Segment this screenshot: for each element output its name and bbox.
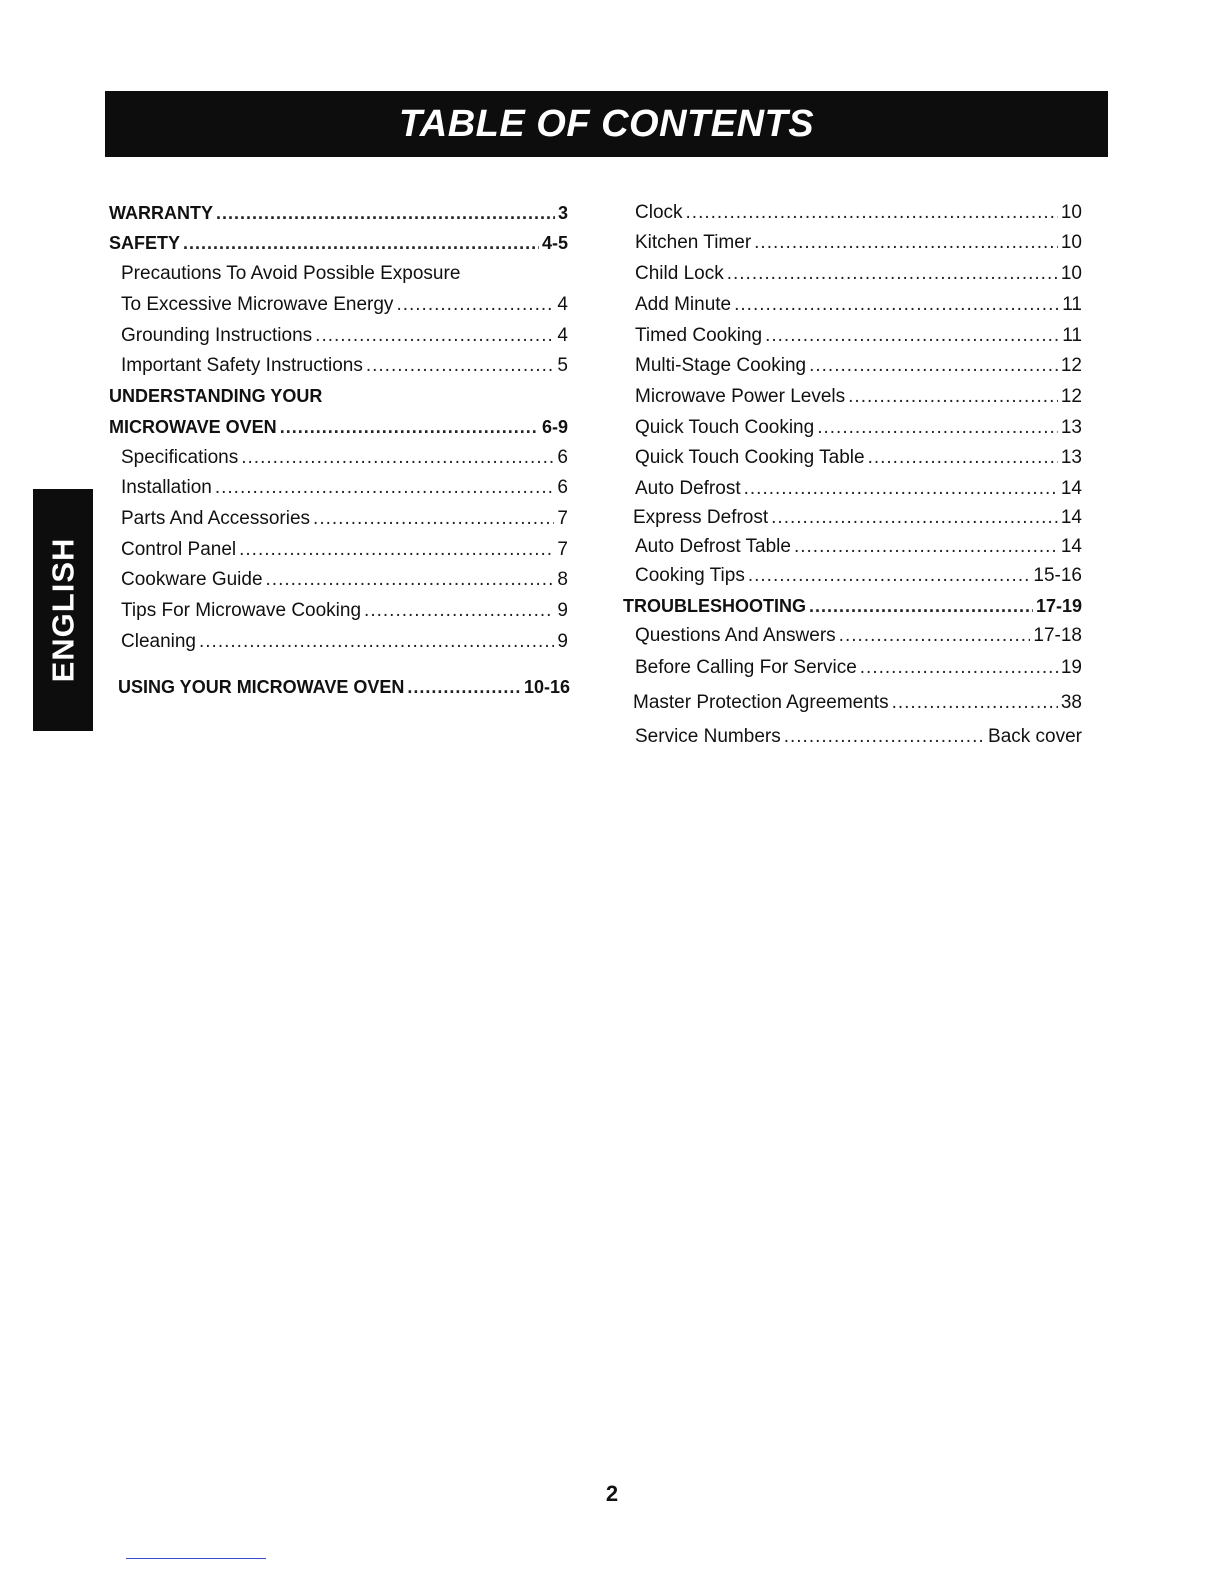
toc-entry-label: TROUBLESHOOTING — [623, 596, 806, 616]
toc-entry-label: Kitchen Timer — [635, 232, 752, 253]
dot-leader — [868, 446, 1058, 470]
dot-leader — [199, 630, 554, 654]
toc-entry-safety[interactable] — [109, 231, 568, 255]
toc-entry-label: Cleaning — [121, 631, 196, 652]
toc-entry-page: 10 — [1060, 263, 1082, 284]
dot-leader — [817, 416, 1058, 440]
toc-entry-page: 6 — [557, 447, 568, 468]
toc-entry-timed-cooking[interactable] — [635, 324, 1082, 348]
page-number: 2 — [605, 1481, 619, 1506]
toc-entry-grounding[interactable] — [121, 324, 568, 348]
dot-leader — [315, 324, 554, 348]
toc-entry-label: Express Defrost — [633, 507, 769, 528]
toc-entry-using[interactable] — [118, 675, 570, 699]
dot-leader — [266, 568, 555, 592]
dot-leader — [809, 594, 1033, 618]
toc-entry-add-minute[interactable] — [635, 293, 1082, 317]
title-banner — [105, 91, 1108, 157]
toc-entry-label: Multi-Stage Cooking — [635, 355, 807, 376]
toc-entry-page: 10 — [1060, 202, 1082, 223]
toc-entry-child-lock[interactable] — [635, 262, 1082, 286]
toc-entry-cookware[interactable] — [121, 568, 568, 592]
toc-entry-parts[interactable] — [121, 507, 568, 531]
toc-entry-specifications[interactable] — [121, 446, 568, 470]
toc-entry-service-numbers[interactable] — [635, 725, 1082, 749]
toc-entry-page: 9 — [557, 631, 568, 652]
toc-entry-page: Back cover — [988, 726, 1082, 747]
toc-entry-page: 4-5 — [541, 233, 568, 253]
toc-entry-label: Tips For Microwave Cooking — [121, 600, 362, 621]
toc-entry-auto-defrost[interactable] — [635, 477, 1082, 501]
toc-entry-warranty[interactable] — [109, 201, 568, 225]
dot-leader — [765, 324, 1059, 348]
toc-entry-page: 13 — [1060, 417, 1082, 438]
toc-entry-troubleshooting[interactable] — [623, 594, 1082, 618]
toc-entry-label: Cookware Guide — [121, 569, 263, 590]
page-title: TABLE OF CONTENTS — [398, 102, 815, 145]
toc-entry-control-panel[interactable] — [121, 538, 568, 562]
dot-leader — [183, 231, 539, 255]
toc-entry-page: 15-16 — [1033, 565, 1082, 586]
toc-entry-page: 8 — [557, 569, 568, 590]
toc-entry-label: Questions And Answers — [635, 625, 836, 646]
dot-leader — [407, 675, 521, 699]
toc-entry-power-levels[interactable] — [635, 385, 1082, 409]
toc-entry-label: Clock — [635, 202, 683, 223]
toc-entry-page: 14 — [1060, 507, 1082, 528]
toc-entry-page: 12 — [1060, 386, 1082, 407]
toc-entry-page: 10 — [1060, 232, 1082, 253]
toc-entry-page: 9 — [557, 600, 568, 621]
toc-entry-installation[interactable] — [121, 476, 568, 500]
dot-leader — [239, 538, 554, 562]
dot-leader — [860, 656, 1058, 680]
toc-entry-understanding-line1[interactable] — [109, 384, 568, 408]
dot-leader — [809, 354, 1058, 378]
toc-entry-page: 17-18 — [1033, 625, 1082, 646]
dot-leader — [748, 564, 1031, 588]
dot-leader — [366, 354, 555, 378]
toc-entry-label: MICROWAVE OVEN — [109, 417, 277, 437]
dot-leader — [727, 262, 1058, 286]
dot-leader — [241, 446, 554, 470]
dot-leader — [215, 476, 555, 500]
toc-entry-label: Precautions To Avoid Possible Exposure — [121, 263, 461, 284]
toc-entry-label: Auto Defrost Table — [635, 536, 791, 557]
toc-entry-page: 7 — [557, 539, 568, 560]
toc-entry-page: 6 — [557, 477, 568, 498]
toc-entry-quick-touch[interactable] — [635, 416, 1082, 440]
toc-entry-label: WARRANTY — [109, 203, 213, 223]
dot-leader — [784, 725, 985, 749]
toc-entry-label: Parts And Accessories — [121, 508, 311, 529]
toc-entry-label: Important Safety Instructions — [121, 355, 363, 376]
toc-entry-page: 4 — [557, 294, 568, 315]
toc-entry-label: SAFETY — [109, 233, 181, 253]
toc-entry-page: 14 — [1060, 536, 1082, 557]
dot-leader — [686, 201, 1058, 225]
toc-entry-page: 3 — [557, 203, 568, 223]
dot-leader — [280, 415, 539, 439]
dot-leader — [396, 293, 554, 317]
toc-entry-kitchen-timer[interactable] — [635, 231, 1082, 255]
toc-entry-label: Timed Cooking — [635, 325, 763, 346]
toc-entry-label: To Excessive Microwave Energy — [121, 294, 394, 315]
toc-entry-label: Control Panel — [121, 539, 237, 560]
dot-leader — [839, 624, 1031, 648]
toc-entry-label: UNDERSTANDING YOUR — [109, 386, 323, 406]
toc-entry-page: 11 — [1062, 325, 1082, 346]
toc-entry-page: 6-9 — [541, 417, 568, 437]
toc-entry-label: Microwave Power Levels — [635, 386, 846, 407]
toc-entry-page: 12 — [1060, 355, 1082, 376]
dot-leader — [364, 599, 554, 623]
toc-entry-label: Master Protection Agreements — [633, 692, 889, 713]
toc-entry-label: Child Lock — [635, 263, 724, 284]
toc-entry-page: 5 — [557, 355, 568, 376]
dot-leader — [794, 535, 1058, 559]
toc-entry-page: 14 — [1060, 478, 1082, 499]
toc-entry-label: Add Minute — [635, 294, 732, 315]
toc-entry-label: Service Numbers — [635, 726, 781, 747]
toc-entry-page: 10-16 — [523, 677, 570, 697]
toc-entry-before-calling[interactable] — [635, 656, 1082, 680]
toc-entry-page: 7 — [557, 508, 568, 529]
toc-entry-safety-instructions[interactable] — [121, 354, 568, 378]
toc-entry-auto-defrost-table[interactable] — [635, 535, 1082, 559]
toc-entry-label: USING YOUR MICROWAVE OVEN — [118, 677, 405, 697]
toc-entry-label: Cooking Tips — [635, 565, 745, 586]
toc-entry-label: Specifications — [121, 447, 239, 468]
language-tab — [33, 489, 93, 731]
toc-entry-protection-agreements[interactable] — [633, 691, 1082, 715]
toc-entry-label: Quick Touch Cooking Table — [635, 447, 865, 468]
dot-leader — [216, 201, 555, 225]
dot-leader — [771, 506, 1058, 530]
toc-entry-page: 11 — [1062, 294, 1082, 315]
toc-entry-label: Quick Touch Cooking — [635, 417, 815, 438]
toc-entry-precautions-line2[interactable] — [121, 293, 568, 317]
toc-entry-quick-touch-table[interactable] — [635, 446, 1082, 470]
toc-entry-label: Before Calling For Service — [635, 657, 857, 678]
toc-entry-express-defrost[interactable] — [633, 506, 1082, 530]
toc-entry-page: 38 — [1060, 692, 1082, 713]
footer-rule — [126, 1558, 266, 1559]
toc-entry-cooking-tips[interactable] — [635, 564, 1082, 588]
dot-leader — [892, 691, 1058, 715]
language-tab-label: ENGLISH — [45, 537, 81, 683]
toc-entry-clock[interactable] — [635, 201, 1082, 225]
toc-entry-label: Auto Defrost — [635, 478, 741, 499]
toc-entry-page: 17-19 — [1035, 596, 1082, 616]
dot-leader — [313, 507, 554, 531]
toc-entry-page: 4 — [557, 325, 568, 346]
toc-entry-label: Installation — [121, 477, 212, 498]
toc-entry-multi-stage[interactable] — [635, 354, 1082, 378]
toc-entry-page: 19 — [1060, 657, 1082, 678]
dot-leader — [744, 477, 1058, 501]
toc-entry-tips[interactable] — [121, 599, 568, 623]
toc-entry-page: 13 — [1060, 447, 1082, 468]
dot-leader — [848, 385, 1058, 409]
toc-entry-questions[interactable] — [635, 624, 1082, 648]
dot-leader — [754, 231, 1058, 255]
toc-entry-understanding-line2[interactable] — [109, 415, 568, 439]
toc-entry-label: Grounding Instructions — [121, 325, 313, 346]
toc-entry-precautions-line1[interactable] — [121, 262, 568, 286]
toc-entry-cleaning[interactable] — [121, 630, 568, 654]
dot-leader — [734, 293, 1059, 317]
